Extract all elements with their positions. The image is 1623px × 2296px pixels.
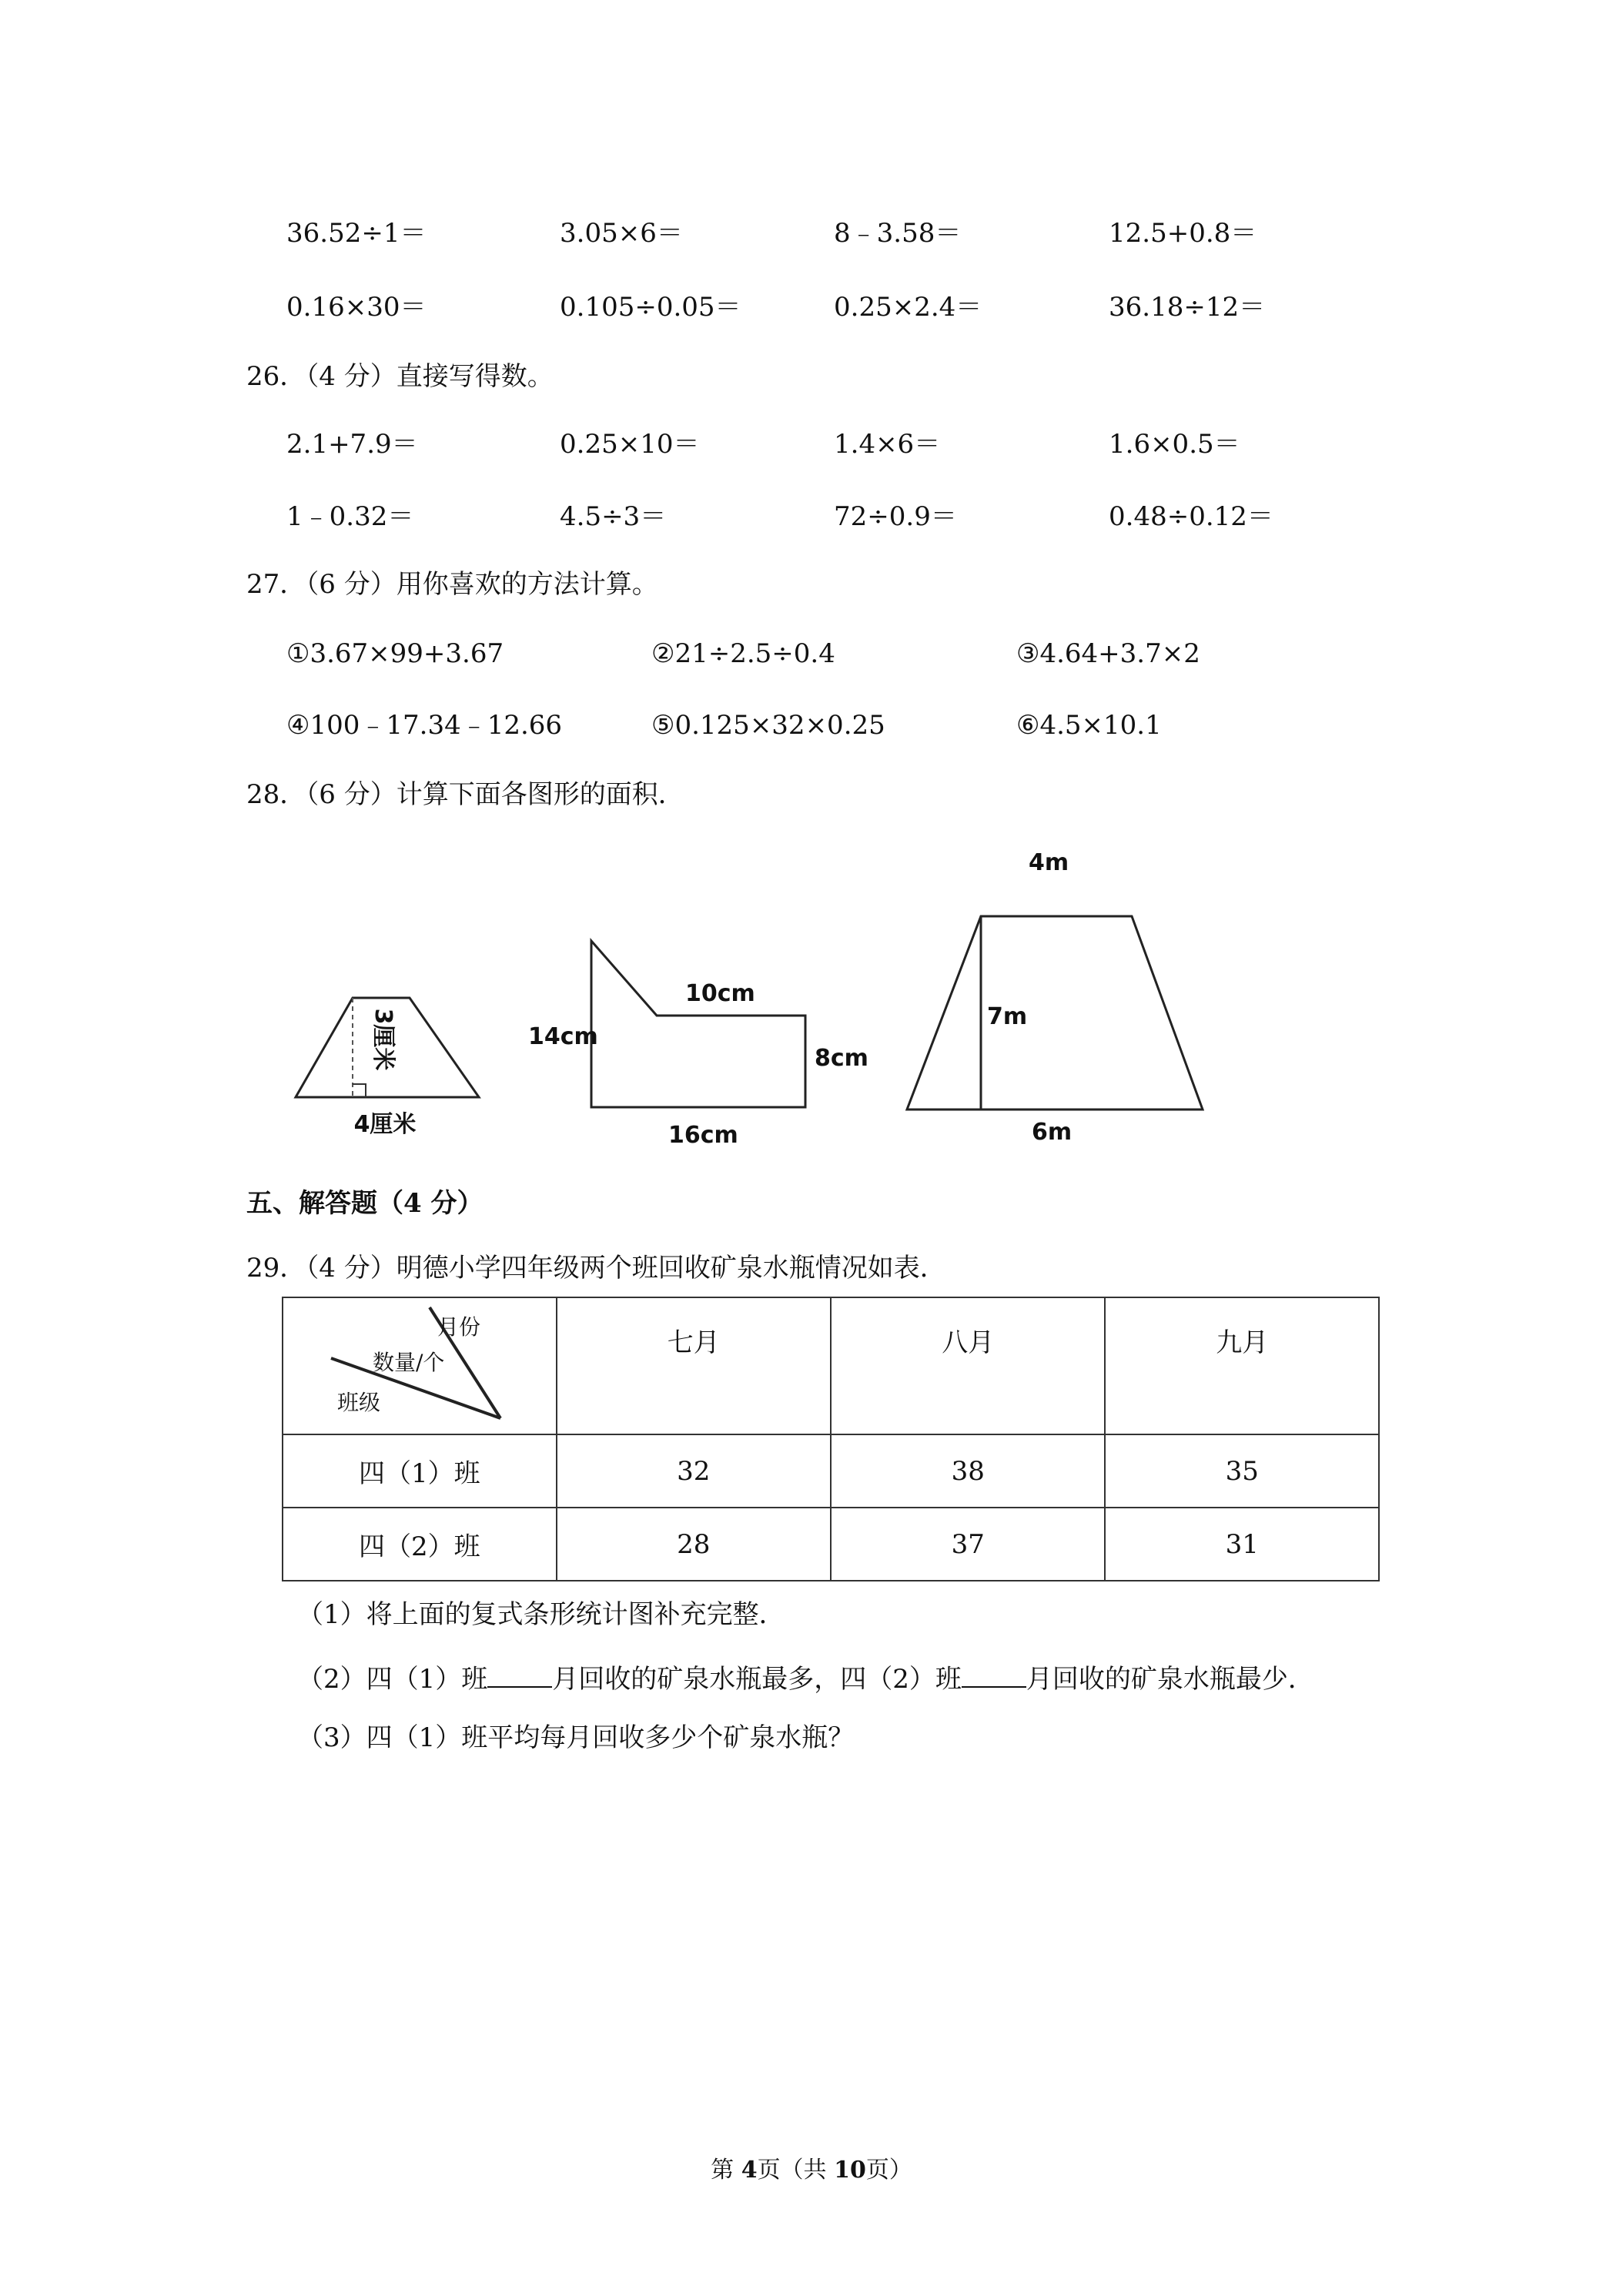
row-value: 32 xyxy=(557,1434,831,1508)
q29-sub2 xyxy=(297,1663,1314,1695)
q29-sub2-part-b: 月回收的矿泉水瓶最多，四（2）班 xyxy=(552,1664,962,1695)
answer-blank[interactable] xyxy=(487,1663,552,1688)
lshape-top-label: 10cm xyxy=(685,980,755,1007)
header-month-3: 九月 xyxy=(1105,1297,1379,1434)
calc-item: ②21÷2.5÷0.4 xyxy=(651,638,835,669)
right-angle-mark xyxy=(353,1084,366,1097)
calc-item: ⑥4.5×10.1 xyxy=(1016,710,1162,741)
trapezoid-height-label: 7m xyxy=(987,1003,1028,1030)
header-month-label: 月份 xyxy=(437,1314,481,1340)
calc-item: 3.05×6＝ xyxy=(560,218,683,249)
calc-item: 36.52÷1＝ xyxy=(286,218,427,249)
trapezoid-bottom-label: 6m xyxy=(1032,1119,1073,1146)
trapezoid-figure xyxy=(907,916,1203,1110)
row-value: 35 xyxy=(1105,1434,1379,1508)
row-value: 37 xyxy=(831,1508,1105,1581)
row-class-name: 四（1）班 xyxy=(283,1434,557,1508)
parallelogram-height-label: 3厘米 xyxy=(370,1008,397,1071)
footer-suffix: 页） xyxy=(865,2157,912,2184)
calc-item: 12.5+0.8＝ xyxy=(1109,218,1257,249)
calc-item: ③4.64+3.7×2 xyxy=(1016,638,1200,669)
row-value: 31 xyxy=(1105,1508,1379,1581)
calc-item: 0.25×2.4＝ xyxy=(834,292,982,323)
calc-item: 1.4×6＝ xyxy=(834,429,941,460)
row-class-name: 四（2）班 xyxy=(283,1508,557,1581)
q26-title: 26．（4 分）直接写得数。 xyxy=(246,361,554,392)
q27-title: 27．（6 分）用你喜欢的方法计算。 xyxy=(246,569,658,600)
calc-item: 4.5÷3＝ xyxy=(560,501,667,532)
section-5-title: 五、解答题（4 分） xyxy=(246,1188,484,1219)
trapezoid-top-label: 4m xyxy=(1029,849,1069,876)
lshape-right-label: 8cm xyxy=(815,1045,868,1072)
footer-total-pages: 10 xyxy=(834,2157,866,2184)
header-count-label: 数量/个 xyxy=(373,1350,445,1375)
lshape-bottom-label: 16cm xyxy=(668,1122,738,1149)
q28-title: 28．（6 分）计算下面各图形的面积． xyxy=(246,779,684,810)
calc-item: 0.25×10＝ xyxy=(560,429,700,460)
calc-item: 0.48÷0.12＝ xyxy=(1109,501,1273,532)
footer-prefix: 第 xyxy=(711,2157,741,2184)
calc-item: ④100﹣17.34﹣12.66 xyxy=(286,710,563,741)
q29-sub3: （3）四（1）班平均每月回收多少个矿泉水瓶？ xyxy=(297,1722,855,1753)
calc-item: 1﹣0.32＝ xyxy=(286,501,414,532)
header-month-2: 八月 xyxy=(831,1297,1105,1434)
header-class-label: 班级 xyxy=(337,1390,381,1415)
table-header-row xyxy=(283,1297,1379,1434)
q29-sub2-part-c: 月回收的矿泉水瓶最少． xyxy=(1026,1664,1314,1695)
table-row xyxy=(283,1434,1379,1508)
q29-table xyxy=(282,1297,1380,1581)
calc-item: 0.105÷0.05＝ xyxy=(560,292,741,323)
calc-item: 36.18÷12＝ xyxy=(1109,292,1266,323)
q29-title: 29．（4 分）明德小学四年级两个班回收矿泉水瓶情况如表． xyxy=(246,1253,946,1284)
q29-sub2-part-a: （2）四（1）班 xyxy=(297,1664,488,1695)
page-footer xyxy=(0,2150,1623,2184)
calc-item: ⑤0.125×32×0.25 xyxy=(651,710,885,741)
footer-page-number: 4 xyxy=(741,2157,758,2184)
table-row xyxy=(283,1508,1379,1581)
diagonal-header-cell xyxy=(283,1297,557,1434)
q29-sub1: （1）将上面的复式条形统计图补充完整． xyxy=(297,1599,785,1630)
row-value: 38 xyxy=(831,1434,1105,1508)
calc-item: 72÷0.9＝ xyxy=(834,501,957,532)
row-value: 28 xyxy=(557,1508,831,1581)
answer-blank[interactable] xyxy=(962,1663,1026,1688)
calc-item: 0.16×30＝ xyxy=(286,292,427,323)
calc-item: ①3.67×99+3.67 xyxy=(286,638,504,669)
header-month-1: 七月 xyxy=(557,1297,831,1434)
parallelogram-base-label: 4厘米 xyxy=(353,1111,417,1138)
calc-item: 8﹣3.58＝ xyxy=(834,218,962,249)
calc-item: 2.1+7.9＝ xyxy=(286,429,418,460)
lshape-left-label: 14cm xyxy=(528,1023,598,1050)
footer-mid: 页（共 xyxy=(757,2157,835,2184)
calc-item: 1.6×0.5＝ xyxy=(1109,429,1240,460)
lshape-figure xyxy=(591,941,805,1107)
